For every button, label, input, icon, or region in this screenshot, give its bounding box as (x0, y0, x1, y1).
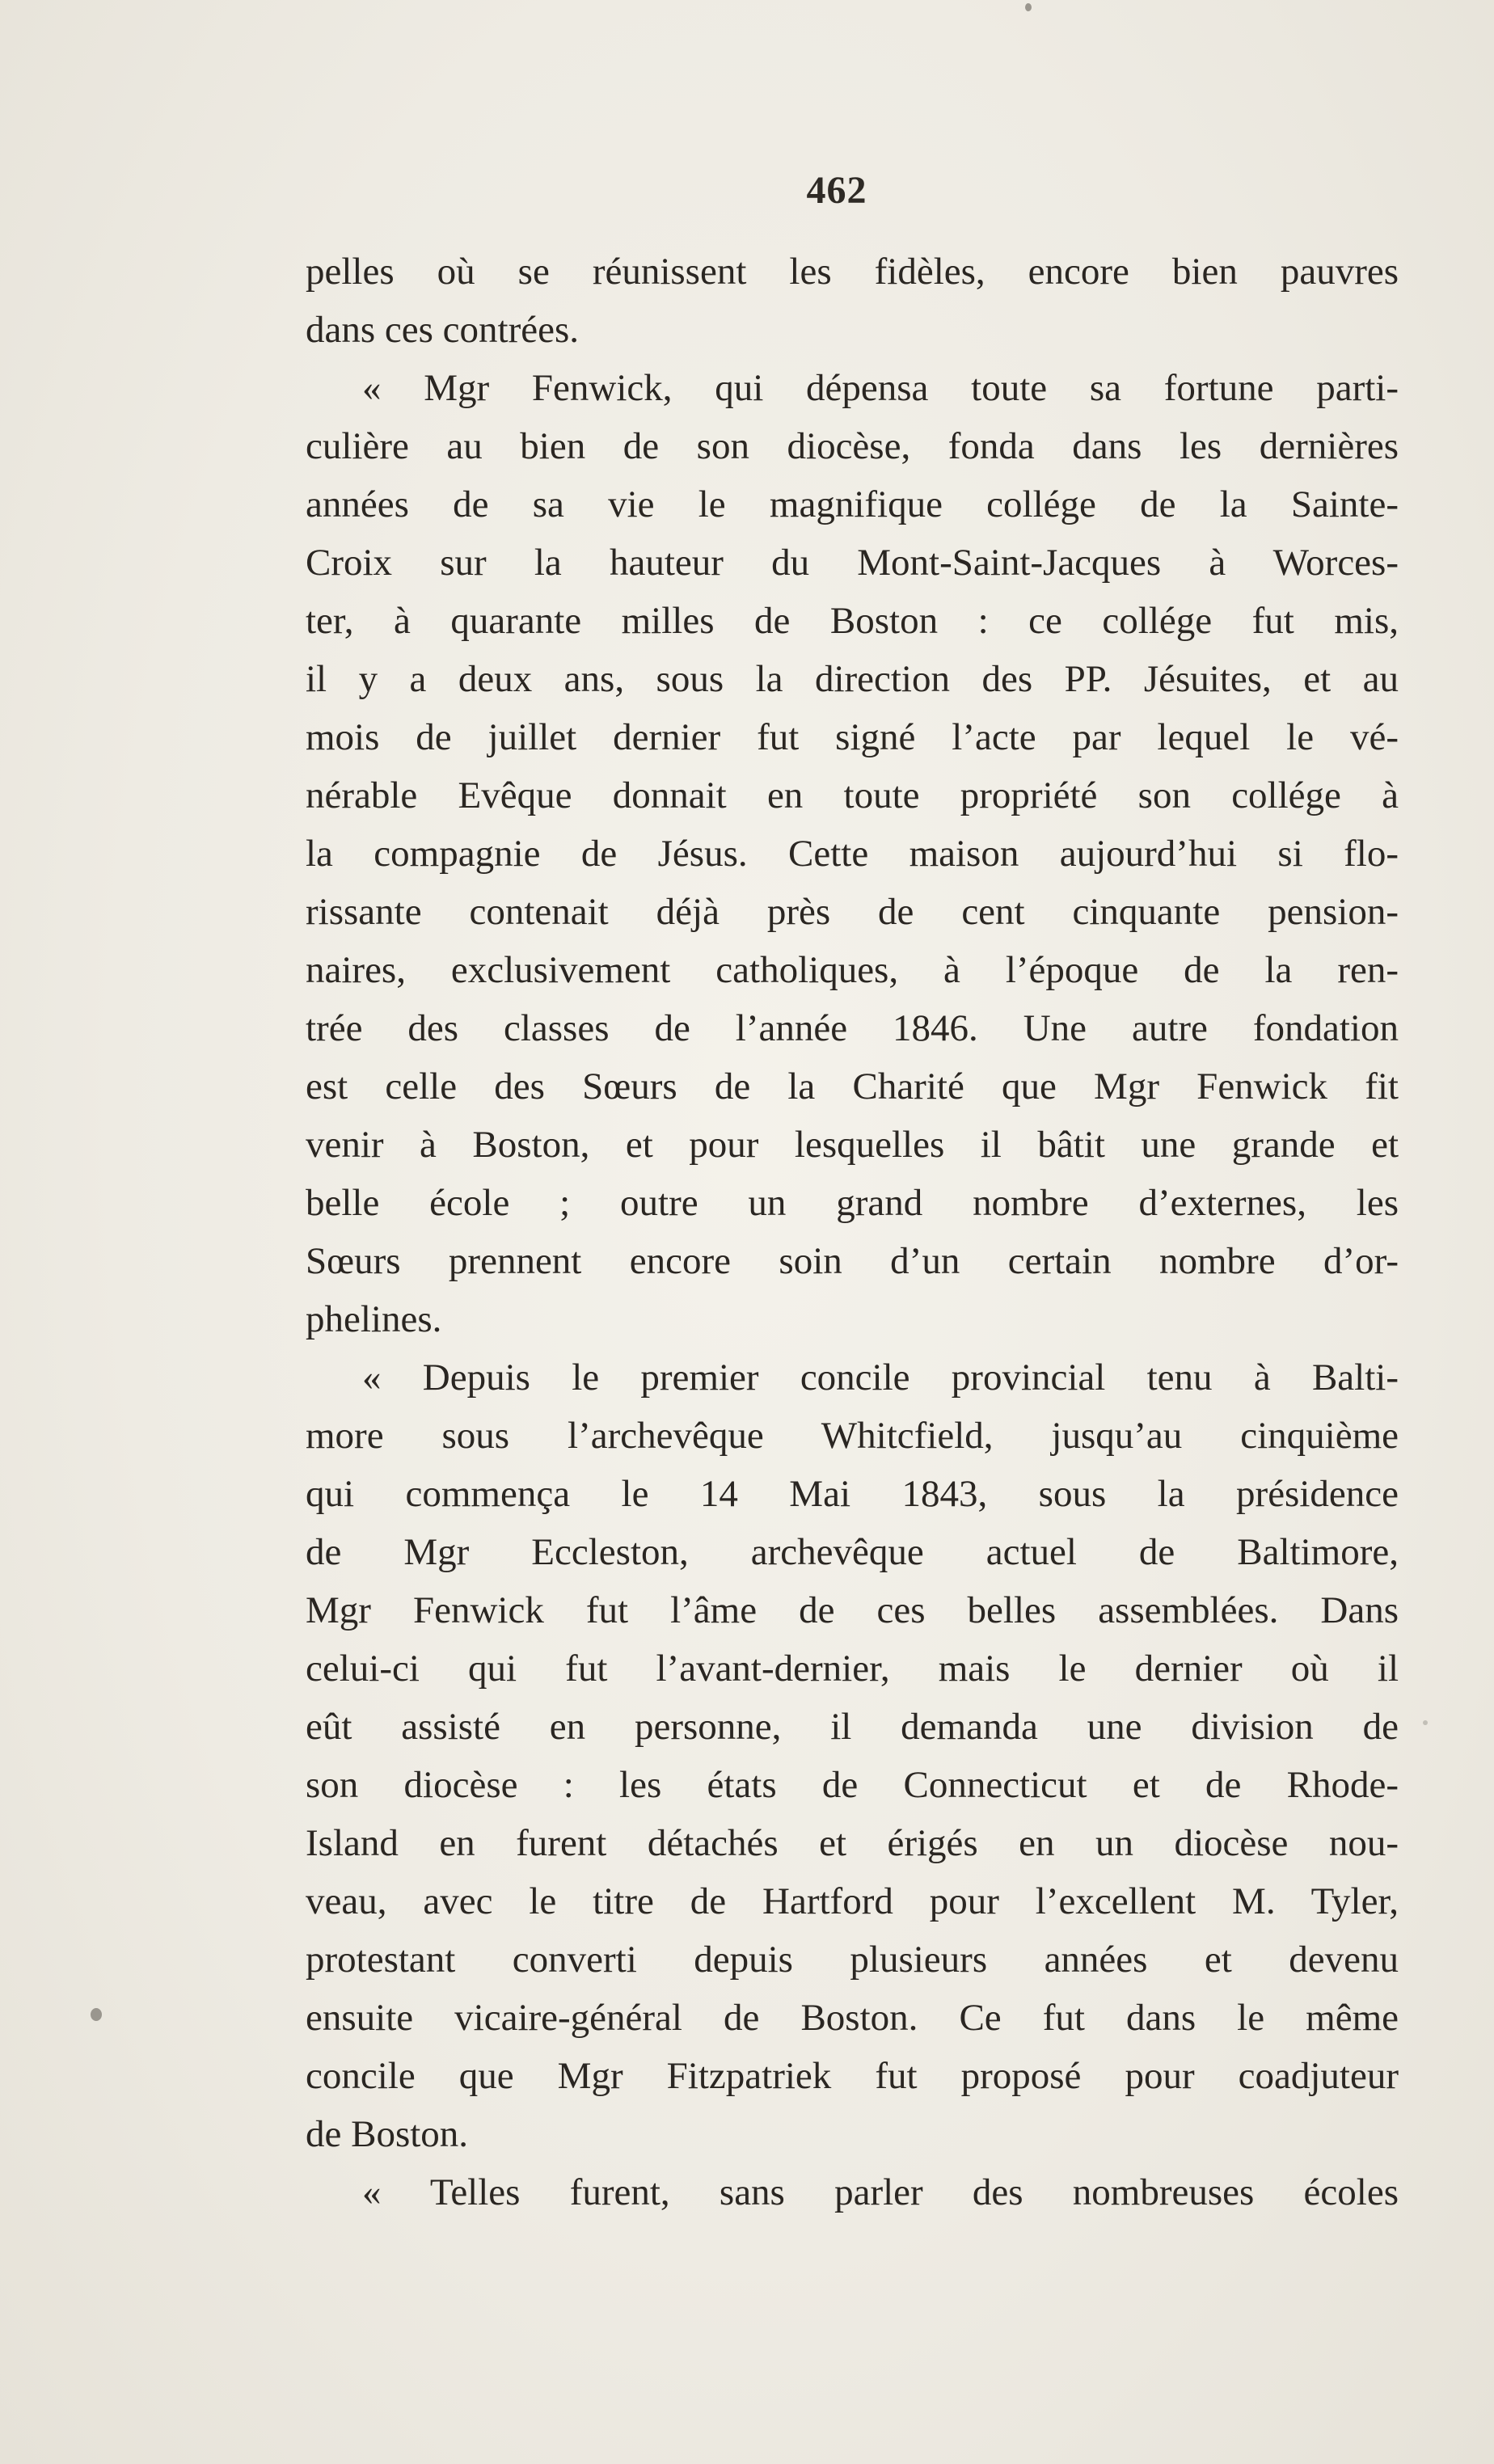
text-line: Mgr Fenwick fut l’âme de ces belles assemblées. Dans (306, 1589, 1399, 1631)
text-line: protestant converti depuis plusieurs années et devenu (306, 1939, 1399, 1981)
text-line: mois de juillet dernier fut signé l’acte par lequel le vé- (306, 716, 1399, 758)
text-line: dans ces contrées. (306, 309, 579, 351)
text-line: nérable Evêque donnait en toute propriété son collége à (306, 774, 1399, 816)
paper-speck (1423, 1720, 1428, 1725)
text-line: « Mgr Fenwick, qui dépensa toute sa fortune parti- (362, 367, 1399, 409)
text-line: culière au bien de son diocèse, fonda dans les dernières (306, 425, 1399, 467)
text-line: celui-ci qui fut l’avant-dernier, mais le dernier où il (306, 1648, 1399, 1690)
text-line: concile que Mgr Fitzpatriek fut proposé pour coadjuteur (306, 2055, 1399, 2097)
text-line: qui commença le 14 Mai 1843, sous la présidence (306, 1473, 1399, 1515)
paper-speck (91, 2008, 102, 2021)
text-line: de Mgr Eccleston, archevêque actuel de Baltimore, (306, 1531, 1399, 1573)
text-line: pelles où se réunissent les fidèles, encore bien pauvres (306, 251, 1399, 293)
text-line: eût assisté en personne, il demanda une division de (306, 1706, 1399, 1748)
text-line: Sœurs prennent encore soin d’un certain nombre d’or- (306, 1240, 1399, 1282)
paper-speck (1025, 3, 1032, 11)
text-line: Island en furent détachés et érigés en un diocèse nou- (306, 1822, 1399, 1864)
text-line: « Telles furent, sans parler des nombreuses écoles (362, 2171, 1399, 2213)
body-text (306, 243, 1399, 2221)
page-number: 462 (806, 169, 867, 212)
text-line: années de sa vie le magnifique collége de la Sainte- (306, 483, 1399, 525)
text-line: est celle des Sœurs de la Charité que Mgr Fenwick fit (306, 1065, 1399, 1108)
text-line: la compagnie de Jésus. Cette maison aujourd’hui si flo- (306, 833, 1399, 875)
text-line: ensuite vicaire-général de Boston. Ce fut dans le même (306, 1997, 1399, 2039)
text-line: veau, avec le titre de Hartford pour l’excellent M. Tyler, (306, 1880, 1399, 1922)
text-line: il y a deux ans, sous la direction des PP. Jésuites, et au (306, 658, 1399, 700)
text-line: rissante contenait déjà près de cent cinquante pension- (306, 891, 1399, 933)
text-line: trée des classes de l’année 1846. Une autre fondation (306, 1007, 1399, 1049)
text-line: « Depuis le premier concile provincial tenu à Balti- (362, 1356, 1399, 1399)
text-line: Croix sur la hauteur du Mont-Saint-Jacques à Worces- (306, 542, 1399, 584)
text-line: phelines. (306, 1298, 442, 1340)
text-line: naires, exclusivement catholiques, à l’époque de la ren- (306, 949, 1399, 991)
text-line: more sous l’archevêque Whitcfield, jusqu’au cinquième (306, 1415, 1399, 1457)
text-line: de Boston. (306, 2113, 469, 2155)
text-line: belle école ; outre un grand nombre d’externes, les (306, 1182, 1399, 1224)
text-line: venir à Boston, et pour lesquelles il bâtit une grande et (306, 1124, 1399, 1166)
text-line: son diocèse : les états de Connecticut et de Rhode- (306, 1764, 1399, 1806)
text-line: ter, à quarante milles de Boston : ce collége fut mis, (306, 600, 1399, 642)
